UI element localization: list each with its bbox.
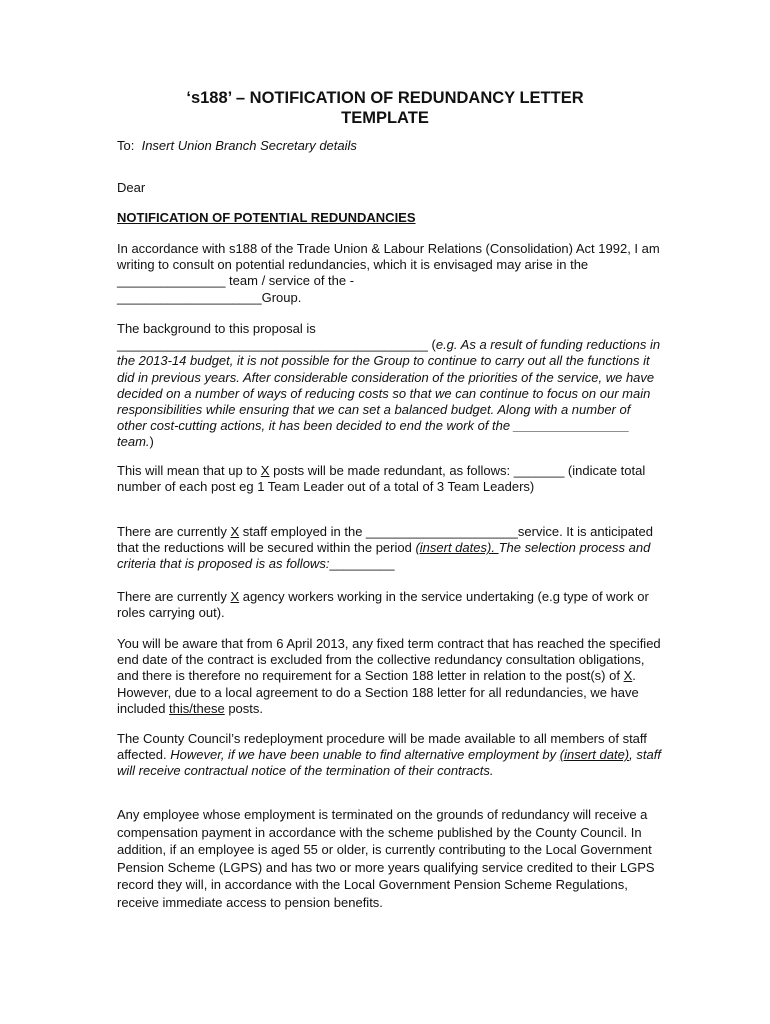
staff-text-a: There are currently	[117, 524, 231, 539]
paragraph-pension: Any employee whose employment is terminated on the grounds of redundancy will receive a compensation payment in accordance with the scheme published by the County Council. In addition, if an employee is aged 55 or older, is currently contributing to the Local Government Pension Scheme (LGPS) and has two or more years qualifying service credited to their LGPS record they will, in accordance with the Local Government Pension Scheme Regulations, receive immediate access to pension benefits.	[117, 807, 655, 910]
to-label: To:	[117, 138, 135, 153]
paragraph-staff	[117, 524, 663, 573]
paragraph-agency	[117, 589, 663, 621]
fixed-text-c: posts.	[224, 700, 263, 716]
paragraph-posts	[117, 463, 663, 495]
to-value: Insert Union Branch Secretary details	[141, 138, 357, 153]
fixed-text-a: You will be aware that from 6 April 2013, any fixed term contract that has reached the specified end date of the contract is excluded from the collective redundancy consultation obligations, and there is therefore no requirement for a Section 188 letter in relation to the post(s) of	[117, 636, 661, 684]
fixed-x: X	[623, 668, 633, 684]
posts-text-a: This will mean that up to	[117, 463, 261, 478]
recipient-line	[117, 138, 663, 154]
background-example: e.g. As a result of funding reductions in the 2013-14 budget, it is not possible for the Group to continue to carry out all the functions it did in previous years. After considerable consideration of the priorities of the service, we have decided on a number of ways of reducing costs so that we can continue to focus on our main responsibilities while ensuring that we can set a balanced budget. Along with a number of other cost-cutting actions, it has been decided to end the work of the ________________ team.	[117, 337, 661, 450]
agency-text-a: There are currently	[117, 589, 231, 604]
paragraph-redeployment	[117, 731, 663, 780]
agency-x: X	[230, 589, 240, 604]
background-close: )	[149, 434, 154, 450]
fixed-these: this/these	[169, 700, 225, 716]
posts-x: X	[260, 463, 270, 478]
staff-sep: .	[491, 540, 499, 556]
salutation: Dear	[117, 180, 146, 195]
accordance-text: In accordance with s188 of the Trade Union & Labour Relations (Consolidation) Act 1992, I am writing to consult on potential redundancies, which it is envisaged may arise in the _______________ team / service of the -	[117, 241, 660, 289]
redeploy-text-a: The County Council’s redeployment procedure will be made available to all members of staff affected.	[117, 731, 647, 763]
staff-blank: _________	[329, 556, 395, 572]
paragraph-accordance	[117, 241, 663, 306]
page-title	[117, 88, 653, 128]
redeploy-text-c: , staff will receive contractual notice of the termination of their contracts.	[117, 747, 661, 779]
background-lead: The background to this proposal is	[117, 321, 316, 336]
staff-text-b: staff employed in the _____________________service. It is anticipated that the reductions will be secured within the period	[117, 524, 654, 556]
staff-x: X	[230, 524, 240, 539]
background-blank: ___________________________________________ (	[117, 337, 436, 353]
redeploy-date: (insert date)	[559, 747, 630, 763]
title-line-1: ‘s188’ – NOTIFICATION OF REDUNDANCY LETTER	[186, 89, 584, 107]
staff-selection: The selection process and criteria that is proposed is as follows:	[117, 540, 651, 572]
paragraph-fixed-term	[117, 636, 663, 717]
paragraph-background	[117, 321, 663, 451]
accordance-group: ____________________Group.	[117, 289, 302, 305]
redeploy-text-b: However, if we have been unable to find alternative employment by	[170, 747, 560, 763]
posts-text-b: posts will be made redundant, as follows: _______ (indicate total number of each post eg 1 Team Leader out of a total of 3 Team Leaders)	[117, 463, 646, 495]
background-body	[117, 337, 663, 450]
fixed-text-b: . However, due to a local agreement to do a Section 188 letter for all redundancies, we have included	[117, 668, 639, 716]
title-line-2: TEMPLATE	[341, 109, 429, 127]
agency-text-b: agency workers working in the service undertaking (e.g type of work or roles carrying out).	[117, 589, 649, 621]
staff-dates: (insert dates)	[415, 540, 492, 556]
section-heading: NOTIFICATION OF POTENTIAL REDUNDANCIES	[117, 210, 416, 225]
